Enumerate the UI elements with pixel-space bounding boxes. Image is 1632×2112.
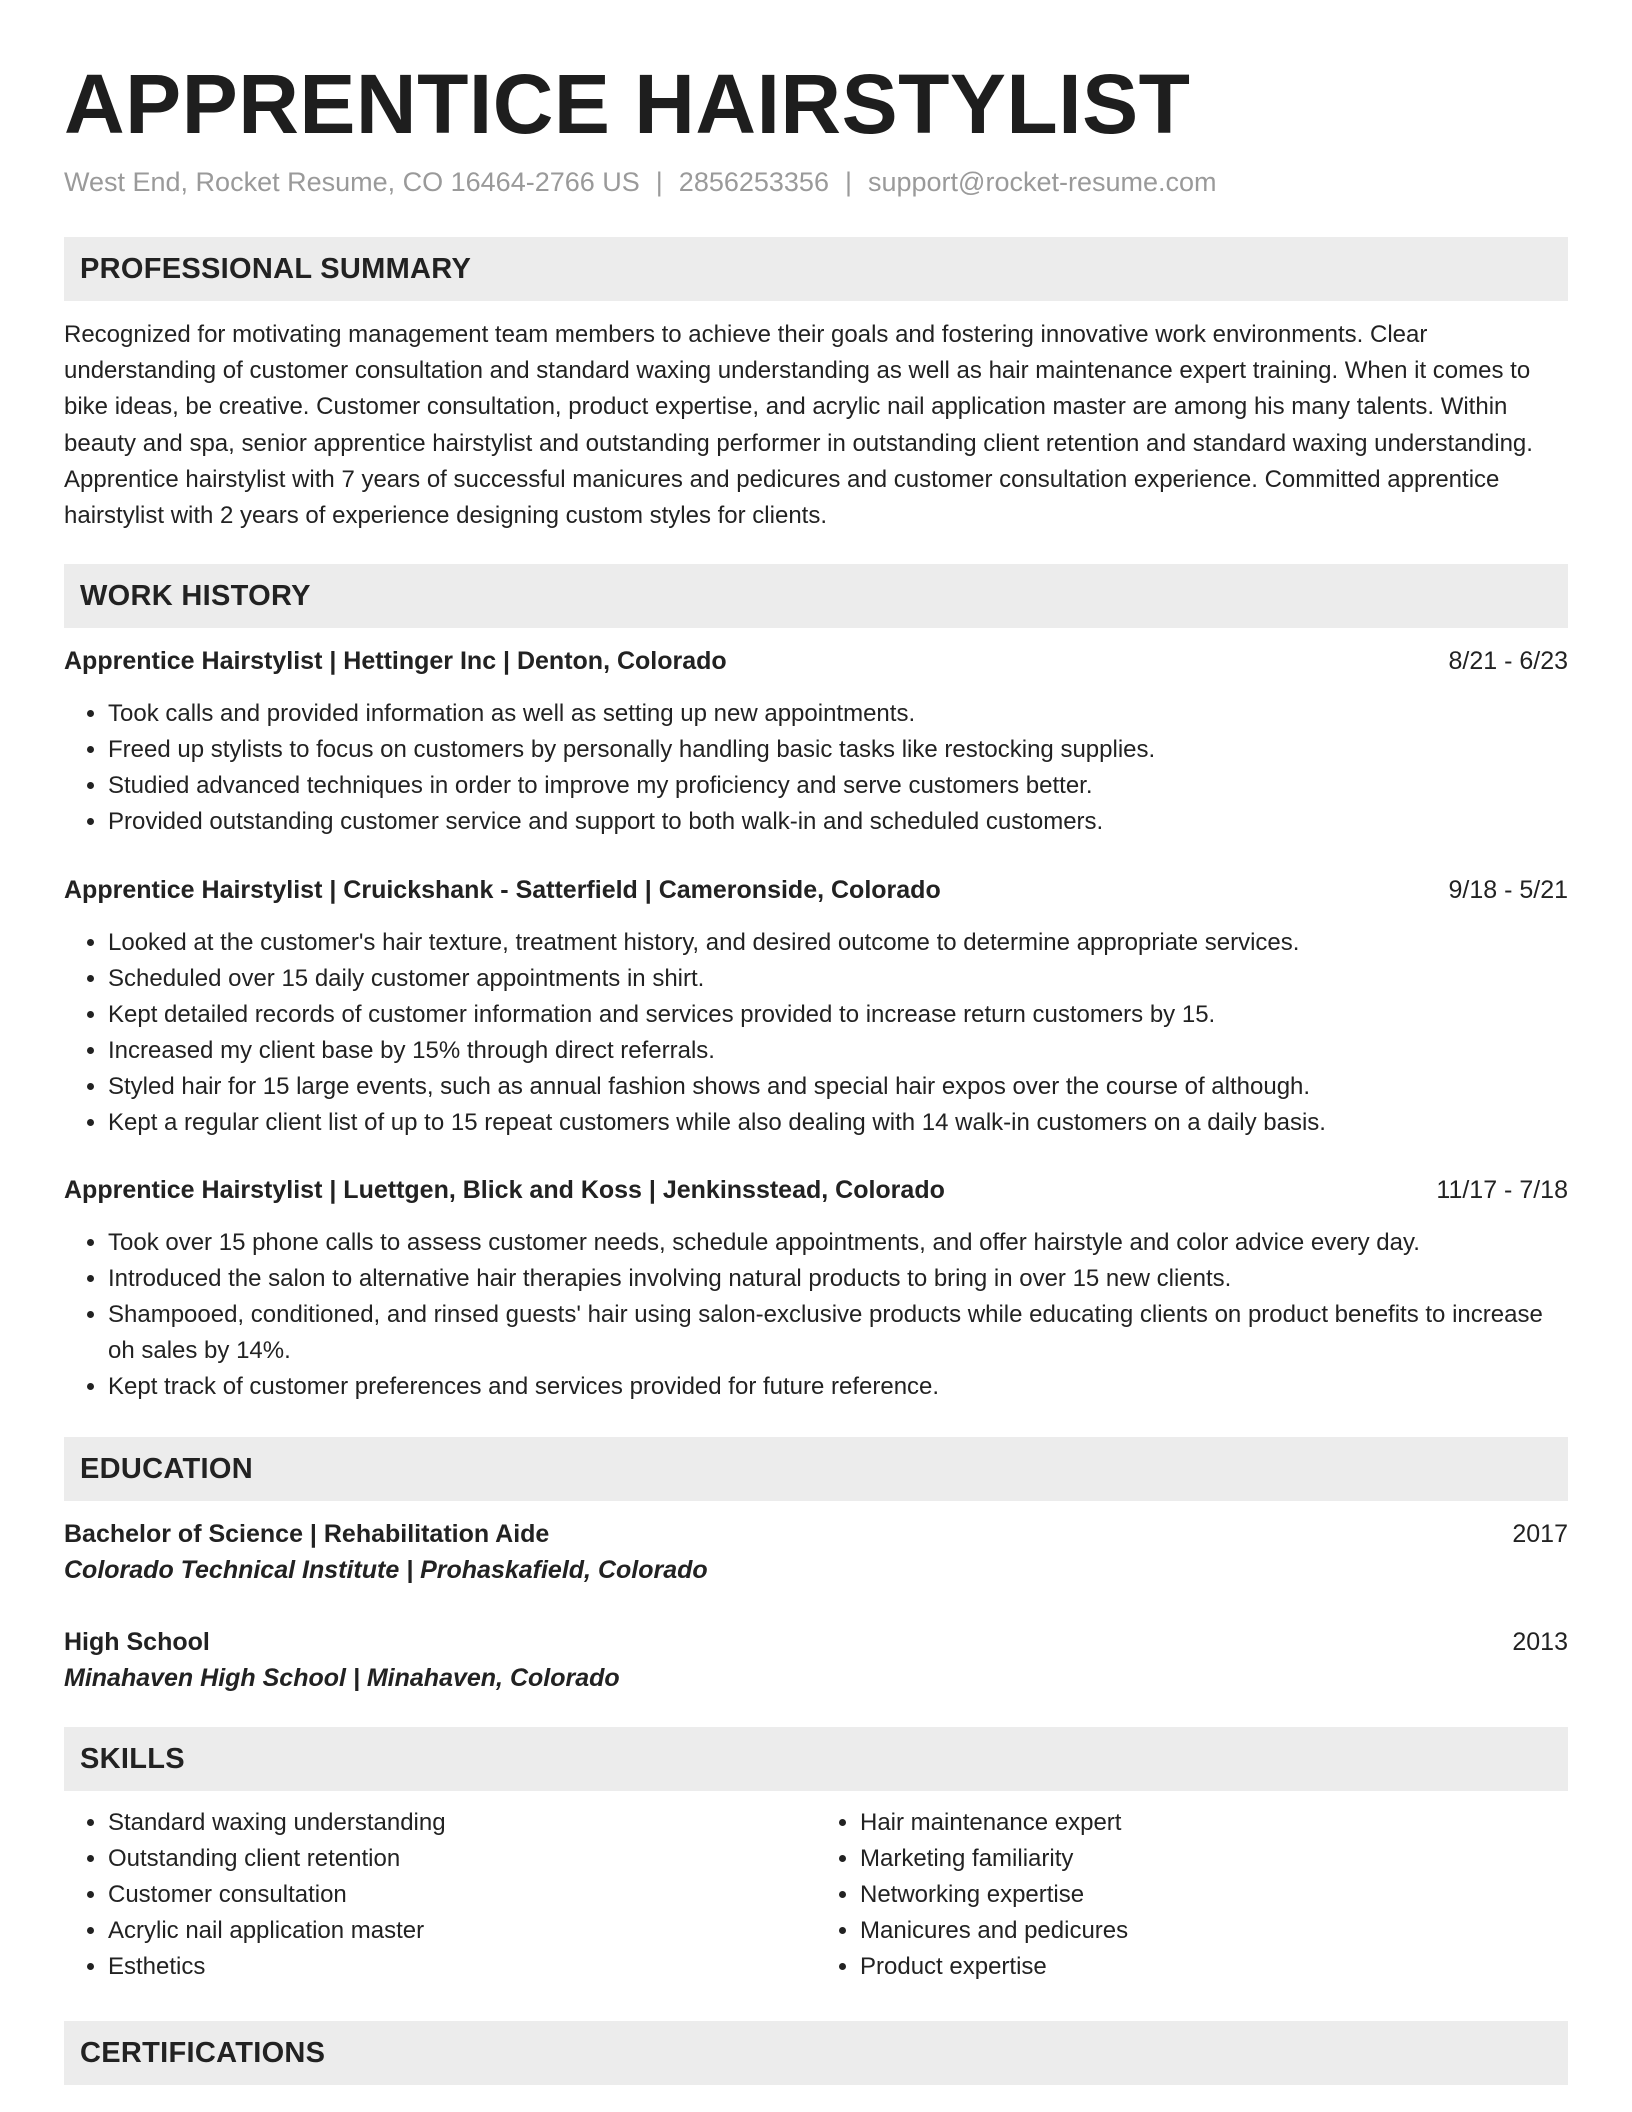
education-degree: Bachelor of Science | Rehabilitation Aide — [64, 1520, 550, 1549]
list-item: • Marketing familiarity — [860, 1841, 1568, 1877]
list-item: • Hair maintenance expert — [860, 1805, 1568, 1841]
education-school: Colorado Technical Institute | Prohaskafield, Colorado — [64, 1556, 708, 1585]
job-heading-row — [64, 644, 1568, 678]
education-degree: High School — [64, 1628, 210, 1657]
job-title: Apprentice Hairstylist | Cruickshank - Satterfield | Cameronside, Colorado — [64, 876, 941, 905]
list-item: • Esthetics — [108, 1949, 816, 1985]
contact-separator: | — [844, 167, 852, 197]
education-entry — [64, 1517, 1568, 1589]
education-year: 2017 — [1512, 1520, 1568, 1549]
list-item: • Networking expertise — [860, 1877, 1568, 1913]
job-heading-row — [64, 873, 1568, 907]
list-item: • Increased my client base by 15% through direct referrals. — [108, 1033, 1568, 1069]
list-item: • Provided outstanding customer service and support to both walk-in and scheduled customers. — [108, 804, 1568, 840]
list-item: • Took over 15 phone calls to assess customer needs, schedule appointments, and offer hairstyle and color advice every day. — [108, 1225, 1568, 1261]
section-header-work-history: WORK HISTORY — [64, 564, 1568, 628]
job-entry — [64, 873, 1568, 1141]
list-item: • Scheduled over 15 daily customer appointments in shirt. — [108, 961, 1568, 997]
list-item: • Acrylic nail application master — [108, 1913, 816, 1949]
section-header-summary: PROFESSIONAL SUMMARY — [64, 237, 1568, 301]
list-item: • Manicures and pedicures — [860, 1913, 1568, 1949]
section-header-certifications: CERTIFICATIONS — [64, 2021, 1568, 2085]
job-title: Apprentice Hairstylist | Hettinger Inc | Denton, Colorado — [64, 647, 727, 676]
job-bullets — [64, 925, 1568, 1141]
list-item: • Freed up stylists to focus on customers by personally handling basic tasks like restocking supplies. — [108, 732, 1568, 768]
job-dates: 9/18 - 5/21 — [1448, 876, 1568, 905]
job-bullets — [64, 1225, 1568, 1405]
skills-column-left — [64, 1805, 816, 1985]
list-item: • Kept detailed records of customer information and services provided to increase return customers by 15. — [108, 997, 1568, 1033]
list-item: • Introduced the salon to alternative hair therapies involving natural products to bring in over 15 new clients. — [108, 1261, 1568, 1297]
summary-text: Recognized for motivating management team members to achieve their goals and fostering innovative work environments. Clear understanding of customer consultation and standard waxing understanding as well as hair maintenance expert training. When it comes to bike ideas, be creative. Customer consultation, product expertise, and acrylic nail application master are among his many talents. Within beauty and spa, senior apprentice hairstylist and outstanding performer in outstanding client retention and standard waxing understanding. Apprentice hairstylist with 7 years of successful manicures and pedicures and customer consultation experience. Committed apprentice hairstylist with 2 years of experience designing custom styles for clients. — [64, 321, 1533, 530]
job-bullets — [64, 696, 1568, 840]
contact-line — [64, 164, 1568, 200]
section-header-skills: SKILLS — [64, 1727, 1568, 1791]
job-entry — [64, 644, 1568, 840]
job-heading-row — [64, 1173, 1568, 1207]
contact-email: support@rocket-resume.com — [867, 167, 1217, 197]
list-item: • Kept track of customer preferences and services provided for future reference. — [108, 1369, 1568, 1405]
contact-address: West End, Rocket Resume, CO 16464-2766 US — [64, 167, 640, 197]
education-year: 2013 — [1512, 1628, 1568, 1657]
education-school: Minahaven High School | Minahaven, Colorado — [64, 1664, 620, 1693]
education-heading-row — [64, 1625, 1568, 1659]
job-dates: 11/17 - 7/18 — [1436, 1176, 1568, 1205]
list-item: • Studied advanced techniques in order to improve my proficiency and serve customers better. — [108, 768, 1568, 804]
skills-grid — [64, 1805, 1568, 1985]
education-entry — [64, 1625, 1568, 1697]
list-item: • Took calls and provided information as well as setting up new appointments. — [108, 696, 1568, 732]
list-item: • Standard waxing understanding — [108, 1805, 816, 1841]
section-header-education: EDUCATION — [64, 1437, 1568, 1501]
list-item: • Product expertise — [860, 1949, 1568, 1985]
list-item: • Looked at the customer's hair texture, treatment history, and desired outcome to determine appropriate services. — [108, 925, 1568, 961]
skills-column-right — [816, 1805, 1568, 1985]
list-item: • Customer consultation — [108, 1877, 816, 1913]
list-item: • Kept a regular client list of up to 15 repeat customers while also dealing with 14 walk-in customers on a daily basis. — [108, 1105, 1568, 1141]
education-heading-row — [64, 1517, 1568, 1551]
job-dates: 8/21 - 6/23 — [1448, 647, 1568, 676]
list-item: • Shampooed, conditioned, and rinsed guests' hair using salon-exclusive products while educating clients on product benefits to increase oh sales by 14%. — [108, 1297, 1568, 1369]
contact-phone: 2856253356 — [678, 167, 829, 197]
list-item: • Outstanding client retention — [108, 1841, 816, 1877]
job-title: Apprentice Hairstylist | Luettgen, Blick and Koss | Jenkinsstead, Colorado — [64, 1176, 945, 1205]
job-entry — [64, 1173, 1568, 1405]
list-item: • Styled hair for 15 large events, such as annual fashion shows and special hair expos over the course of although. — [108, 1069, 1568, 1105]
resume-name: APPRENTICE HAIRSTYLIST — [64, 57, 1191, 151]
contact-separator: | — [655, 167, 663, 197]
